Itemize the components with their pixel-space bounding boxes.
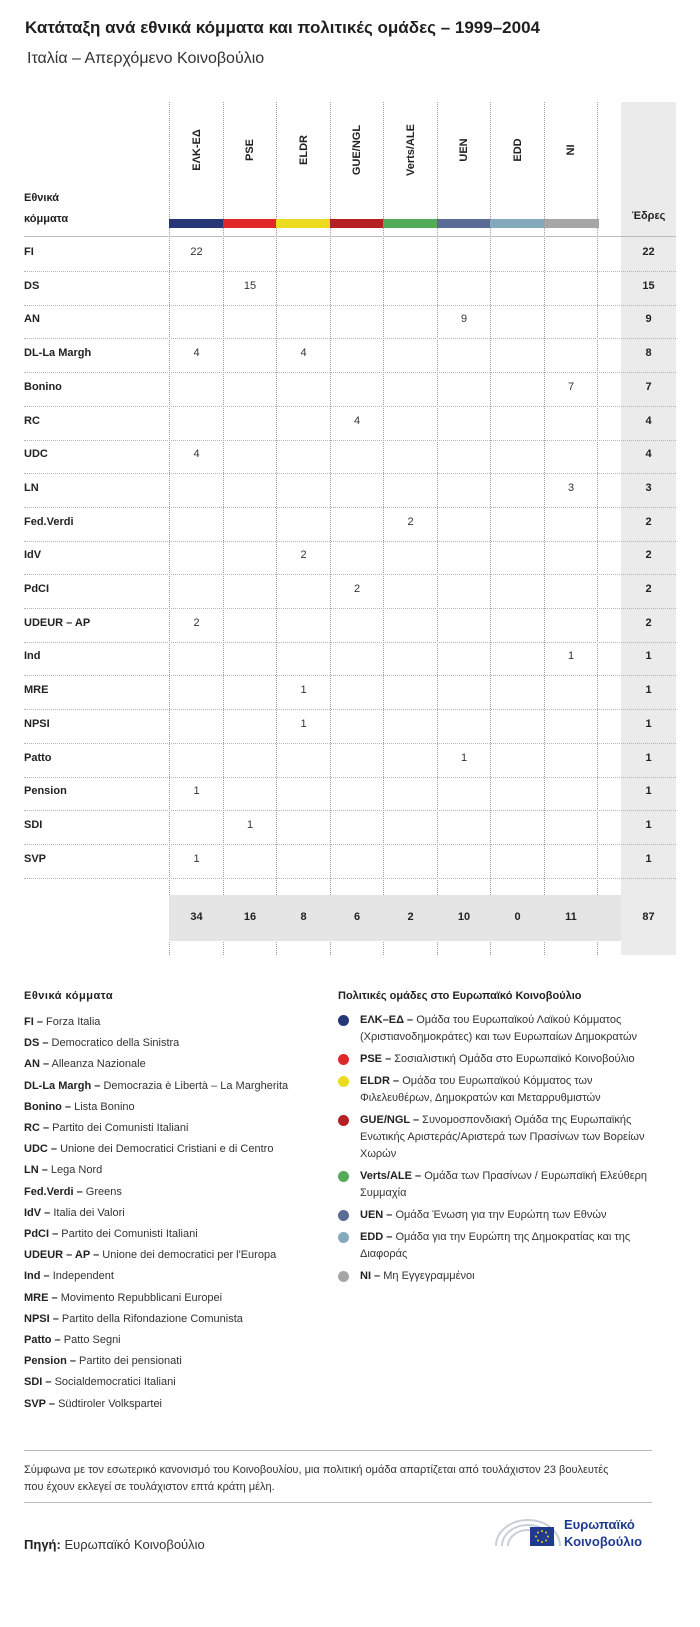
table-row — [24, 775, 676, 811]
group-color-bar-top — [276, 219, 331, 228]
source-text: Ευρωπαϊκό Κοινοβούλιο — [64, 1537, 205, 1552]
group-abbr: Verts/ALE – — [360, 1170, 422, 1182]
table-row — [24, 405, 676, 441]
table-row — [24, 573, 676, 609]
group-abbr: GUE/NGL – — [360, 1114, 420, 1126]
note-divider-bottom — [24, 1502, 652, 1503]
party-fullname: Partito dei pensionati — [79, 1355, 182, 1368]
party-legend-item — [24, 1245, 324, 1266]
political-groups-list — [338, 1012, 656, 1285]
party-abbr: FI – — [24, 1016, 43, 1028]
party-legend-item — [24, 1224, 324, 1245]
party-abbr: PdCI – — [24, 1228, 59, 1241]
seat-cell: 9 — [460, 313, 468, 326]
seat-cell: 22 — [190, 246, 203, 258]
national-parties-legend-title: Εθνικά κόμματα — [24, 990, 114, 1002]
group-abbr: NI – — [360, 1270, 381, 1282]
group-header — [330, 102, 385, 226]
group-header — [544, 102, 599, 226]
group-header-label: PSE — [244, 139, 256, 162]
group-color-bar-top — [383, 219, 438, 228]
party-legend-item — [24, 1266, 324, 1287]
group-total: 34 — [190, 911, 203, 923]
row-party-name: UDC — [24, 448, 48, 461]
group-total: 6 — [353, 911, 361, 923]
page-subtitle: Ιταλία – Απερχόμενο Κοινοβούλιο — [27, 50, 265, 67]
party-legend-item — [24, 1118, 324, 1139]
group-fullname: Ομάδα του Ευρωπαϊκού Κόμματος των Φιλελευθέρων, Δημοκρατών και Μεταρρυθμιστών — [360, 1075, 601, 1104]
european-parliament-logo — [494, 1512, 654, 1554]
table-row — [24, 708, 676, 744]
party-fullname: Movimento Repubblicani Europei — [60, 1291, 223, 1304]
group-total: 11 — [565, 911, 577, 923]
party-fullname: Independent — [52, 1270, 114, 1283]
table-row — [24, 337, 676, 373]
european-parliament-hemicycle-icon — [494, 1512, 562, 1552]
group-abbr: UEN – — [360, 1209, 393, 1221]
group-header — [223, 102, 278, 226]
national-parties-legend — [24, 990, 324, 1415]
group-legend-item — [338, 1073, 656, 1107]
group-color-bar-top — [437, 219, 492, 228]
party-legend-item — [24, 1160, 324, 1181]
party-abbr: MRE – — [24, 1291, 58, 1304]
seat-cell: 4 — [353, 414, 361, 427]
political-groups-legend — [338, 990, 656, 1290]
group-abbr: EDD – — [360, 1231, 393, 1243]
party-legend-item — [24, 1288, 324, 1309]
table-row — [24, 270, 676, 306]
row-total: 3 — [645, 481, 652, 494]
party-legend-item — [24, 1330, 324, 1351]
party-abbr: AN – — [24, 1058, 50, 1071]
seats-header: Έδρες — [631, 210, 666, 222]
party-abbr: Ind – — [24, 1270, 50, 1283]
party-fullname: Socialdemocratici Italiani — [54, 1376, 176, 1389]
row-total: 4 — [645, 414, 652, 427]
party-abbr: SVP – — [24, 1397, 55, 1410]
party-abbr: DL-La Margh – — [24, 1079, 101, 1092]
seat-cell: 2 — [353, 583, 361, 595]
group-fullname: Ομάδα Ένωση για την Ευρώπη των Εθνών — [395, 1209, 607, 1221]
party-fullname: Partito della Rifondazione Comunista — [61, 1312, 243, 1325]
party-legend-item — [24, 1394, 324, 1415]
group-legend-item — [338, 1229, 656, 1263]
group-fullname: Ομάδα για την Ευρώπη της Δημοκρατίας και της Διαφοράς — [360, 1231, 631, 1260]
seat-cell: 1 — [460, 751, 468, 764]
footnote: Σύμφωνα με τον εσωτερικό κανονισμό του Κοινοβουλίου, μια πολιτική ομάδα απαρτίζεται από τουλάχιστον 23 βουλευτές που έχουν εκλεγεί σε τουλάχιστον επτά κράτη μέλη. — [24, 1464, 609, 1493]
row-total: 2 — [645, 583, 652, 595]
table-row — [24, 539, 676, 575]
table-row — [24, 640, 676, 676]
party-legend-item — [24, 1012, 324, 1033]
party-abbr: DS – — [24, 1037, 49, 1050]
seat-cell: 3 — [567, 481, 575, 494]
row-total: 7 — [645, 380, 652, 393]
table-row — [24, 843, 676, 879]
group-legend-item — [338, 1012, 656, 1046]
row-total: 1 — [645, 751, 652, 764]
group-color-dot-icon — [338, 1171, 349, 1182]
group-header — [437, 102, 492, 226]
group-legend-item — [338, 1168, 656, 1202]
group-color-bar-top — [544, 219, 599, 228]
party-abbr: UDC – — [24, 1143, 58, 1156]
row-total: 1 — [645, 785, 652, 798]
party-abbr: LN – — [24, 1164, 48, 1177]
party-abbr: SDI – — [24, 1376, 52, 1389]
group-header — [383, 102, 438, 226]
seat-cell: 1 — [300, 684, 307, 697]
group-header — [276, 102, 331, 226]
row-total: 2 — [645, 616, 652, 629]
row-party-name: SVP — [24, 852, 47, 865]
group-color-bar-top — [490, 219, 545, 228]
group-total: 2 — [407, 911, 414, 923]
group-fullname: Μη Εγγεγραμμένοι — [383, 1270, 475, 1282]
party-fullname: Unione dei Democratici Cristiani e di Centro — [60, 1143, 274, 1156]
group-color-dot-icon — [338, 1210, 349, 1221]
table-row — [24, 303, 676, 339]
row-total: 2 — [645, 549, 652, 562]
party-fullname: Forza Italia — [46, 1016, 101, 1028]
table-row — [24, 236, 676, 272]
row-party-name: DS — [24, 279, 40, 292]
party-abbr: NPSI – — [24, 1312, 59, 1325]
row-party-name: FI — [24, 246, 34, 258]
group-color-dot-icon — [338, 1054, 349, 1065]
party-fullname: Partito dei Comunisti Italiani — [52, 1122, 189, 1135]
row-total: 15 — [642, 279, 655, 292]
party-abbr: Bonino – — [24, 1100, 72, 1113]
party-abbr: IdV – — [24, 1206, 51, 1219]
group-color-dot-icon — [338, 1271, 349, 1282]
row-party-name: Patto — [24, 751, 52, 764]
party-legend-item — [24, 1076, 324, 1097]
party-abbr: UDEUR – AP – — [24, 1249, 100, 1262]
party-fullname: Patto Segni — [63, 1334, 121, 1347]
group-fullname: Ομάδα των Πρασίνων / Ευρωπαϊκή Ελεύθερη Συμμαχία — [360, 1170, 647, 1199]
group-fullname: Ομάδα του Ευρωπαϊκού Λαϊκού Κόμματος (Χριστιανοδημοκράτες) και των Ευρωπαίων Δημοκρατών — [360, 1014, 638, 1043]
group-total: 8 — [300, 911, 307, 923]
logo-text: Ευρωπαϊκό Κοινοβούλιο — [564, 1517, 643, 1549]
seat-cell: 1 — [300, 717, 307, 730]
table-row — [24, 607, 676, 643]
political-groups-legend-title: Πολιτικές ομάδες στο Ευρωπαϊκό Κοινοβούλιο — [338, 990, 582, 1002]
table-row — [24, 472, 676, 508]
group-color-dot-icon — [338, 1232, 349, 1243]
national-parties-list — [24, 1012, 324, 1415]
row-total: 1 — [645, 717, 652, 730]
group-legend-item — [338, 1268, 656, 1285]
group-header — [490, 102, 545, 226]
group-abbr: ELDR – — [360, 1075, 400, 1087]
party-fullname: Südtiroler Volkspartei — [58, 1397, 163, 1410]
party-fullname: Lega Nord — [50, 1164, 103, 1177]
row-party-name: Pension — [24, 785, 67, 798]
group-fullname: Σοσιαλιστική Ομάδα στο Ευρωπαϊκό Κοινοβούλιο — [394, 1053, 635, 1065]
note-divider-top — [24, 1450, 652, 1451]
group-legend-item — [338, 1207, 656, 1224]
group-color-bar-top — [169, 219, 224, 228]
seat-cell: 4 — [193, 448, 200, 461]
group-color-dot-icon — [338, 1015, 349, 1026]
table-row — [24, 742, 676, 778]
group-legend-item — [338, 1112, 656, 1163]
table-row — [24, 371, 676, 407]
party-fullname: Lista Bonino — [74, 1100, 135, 1113]
seat-cell: 2 — [193, 616, 200, 629]
party-legend-item — [24, 1139, 324, 1160]
row-party-name: SDI — [24, 818, 43, 831]
party-legend-item — [24, 1182, 324, 1203]
group-header-label: UEN — [458, 138, 470, 162]
group-total: 10 — [457, 911, 471, 923]
party-legend-item — [24, 1097, 324, 1118]
seat-cell: 1 — [567, 650, 575, 663]
party-fullname: Democratico della Sinistra — [51, 1037, 180, 1050]
group-total: 0 — [514, 911, 521, 923]
group-header-label: ELDR — [297, 135, 310, 165]
row-party-name: PdCI — [24, 583, 50, 595]
seat-cell: 4 — [193, 347, 200, 360]
party-fullname: Democrazia è Libertà – La Margherita — [103, 1079, 289, 1092]
row-party-name: Fed.Verdi — [24, 515, 74, 528]
table-row — [24, 506, 676, 542]
party-fullname: Italia dei Valori — [53, 1206, 125, 1219]
table-row — [24, 809, 676, 845]
row-total: 4 — [645, 448, 652, 461]
group-total: 16 — [243, 911, 257, 923]
row-total: 2 — [645, 515, 652, 528]
row-party-name: RC — [24, 414, 40, 427]
seat-cell: 1 — [193, 852, 200, 865]
source-line — [24, 1537, 205, 1552]
party-abbr: RC – — [24, 1122, 50, 1135]
party-legend-item — [24, 1309, 324, 1330]
group-header — [169, 102, 224, 226]
group-header-label: NI — [565, 144, 577, 156]
row-total: 1 — [645, 650, 652, 663]
row-party-name: LN — [24, 481, 39, 494]
party-legend-item — [24, 1203, 324, 1224]
grand-total: 87 — [642, 911, 655, 923]
row-party-name: IdV — [24, 549, 42, 562]
party-abbr: Pension – — [24, 1355, 76, 1368]
row-total: 1 — [645, 818, 652, 831]
party-legend-item — [24, 1372, 324, 1393]
row-total: 1 — [645, 684, 652, 697]
row-total: 22 — [642, 246, 655, 258]
seat-cell: 2 — [407, 515, 414, 528]
party-legend-item — [24, 1054, 324, 1075]
party-legend-item — [24, 1033, 324, 1054]
seat-cell: 4 — [300, 347, 307, 360]
row-party-name: Ind — [24, 650, 41, 663]
table-row — [24, 674, 676, 710]
table-row — [24, 438, 676, 474]
group-fullname: Συνομοσπονδιακή Ομάδα της Ευρωπαϊκής Ενωτικής Αριστεράς/Αριστερά των Πρασίνων των Βορείων Χωρών — [360, 1114, 645, 1160]
row-party-name: NPSI — [24, 717, 50, 730]
row-party-name: DL-La Margh — [24, 347, 92, 360]
row-total: 9 — [645, 313, 652, 326]
row-party-name: MRE — [24, 684, 49, 697]
seat-cell: 1 — [246, 818, 254, 831]
seat-cell: 7 — [567, 380, 575, 393]
group-header-label: EDD — [511, 138, 524, 162]
seat-cell: 1 — [193, 785, 200, 798]
group-color-dot-icon — [338, 1076, 349, 1087]
party-abbr: Patto – — [24, 1334, 61, 1347]
party-fullname: Greens — [85, 1185, 122, 1198]
party-legend-item — [24, 1351, 324, 1372]
group-header-label: ΕΛΚ-ΕΔ — [190, 129, 203, 171]
group-abbr: PSE – — [360, 1053, 392, 1065]
row-party-name: UDEUR – AP — [24, 616, 91, 629]
source-label: Πηγή: — [24, 1537, 61, 1552]
row-party-name: AN — [24, 313, 40, 326]
page-title: Κατάταξη ανά εθνικά κόμματα και πολιτικές ομάδες – 1999–2004 — [25, 18, 540, 37]
seat-distribution-table — [24, 102, 676, 955]
party-fullname: Unione dei democratici per l'Europa — [102, 1249, 277, 1262]
row-total: 1 — [645, 852, 652, 865]
row-total: 8 — [645, 347, 652, 360]
party-fullname: Alleanza Nazionale — [51, 1058, 146, 1071]
group-color-bar-top — [223, 219, 278, 228]
group-color-bar-top — [330, 219, 385, 228]
group-header-label: Verts/ALE — [404, 124, 417, 176]
party-fullname: Partito dei Comunisti Italiani — [61, 1228, 198, 1241]
group-abbr: ΕΛΚ–ΕΔ – — [360, 1014, 414, 1026]
seat-cell: 15 — [243, 279, 257, 292]
row-party-name: Bonino — [24, 380, 62, 393]
group-legend-item — [338, 1051, 656, 1068]
group-header-label: GUE/NGL — [351, 124, 363, 176]
seat-cell: 2 — [300, 549, 307, 562]
party-abbr: Fed.Verdi – — [24, 1185, 83, 1198]
group-color-dot-icon — [338, 1115, 349, 1126]
national-parties-header: Εθνικά κόμματα — [24, 192, 69, 225]
